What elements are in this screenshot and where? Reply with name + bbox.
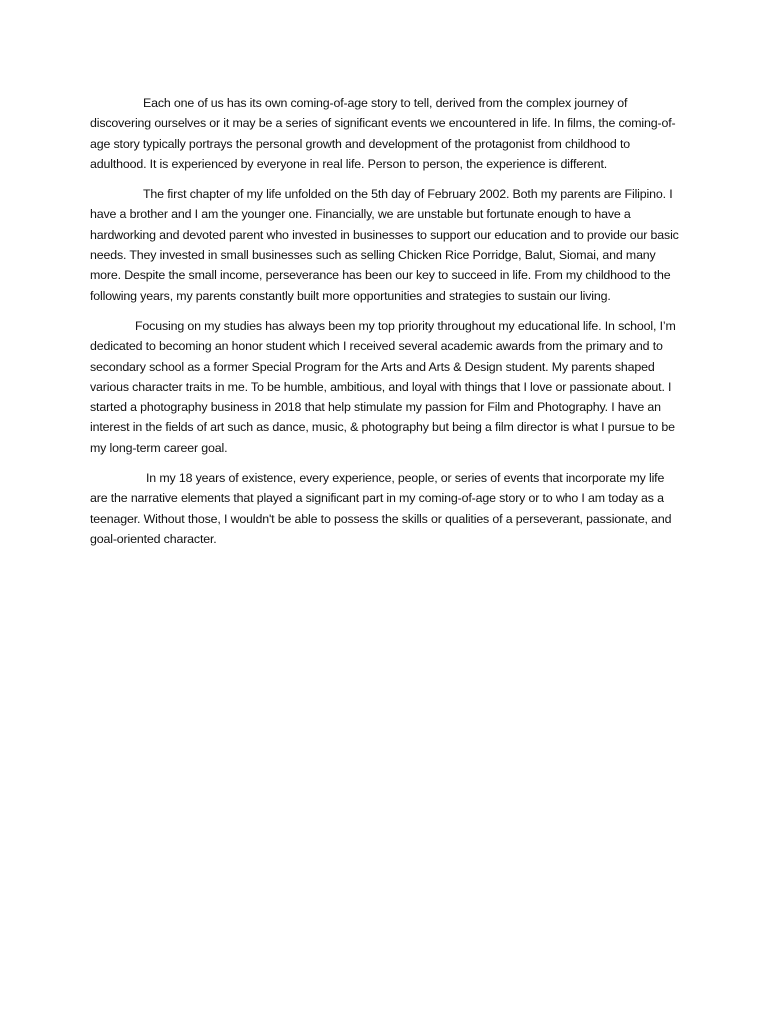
- paragraph-2: The first chapter of my life unfolded on the 5th day of February 2002. Both my parents are Filipino. I have a brother and I am the younger one. Financially, we are unstable but fortunate enough to have a hardworking and devoted parent who invested in businesses to support our education and to provide our basic needs. They invested in small businesses such as selling Chicken Rice Porridge, Balut, Siomai, and many more. Despite the small income, perseverance has been our key to succeed in life. From my childhood to the following years, my parents constantly built more opportunities and strategies to sustain our living.: [90, 187, 679, 303]
- paragraph-4: In my 18 years of existence, every experience, people, or series of events that incorporate my life are the narrative elements that played a significant part in my coming-of-age story or to who I am today as a teenager. Without those, I wouldn't be able to possess the skills or qualities of a perseverant, passionate, and goal-oriented character.: [90, 471, 672, 546]
- paragraph-3: Focusing on my studies has always been my top priority throughout my educational life. In school, I’m dedicated to becoming an honor student which I received several academic awards from the primary and to secondary school as a former Special Program for the Arts and Arts & Design student. My parents shaped various character traits in me. To be humble, ambitious, and loyal with things that I love or passionate about. I started a photography business in 2018 that help stimulate my passion for Film and Photography. I have an interest in the fields of art such as dance, music, & photography but being a film director is what I pursue to be my long-term career goal.: [90, 318, 676, 455]
- document-body: [90, 93, 682, 559]
- paragraph-1: Each one of us has its own coming-of-age story to tell, derived from the complex journey of discovering ourselves or it may be a series of significant events we encountered in life. In films, the coming-of-age story typically portrays the personal growth and development of the protagonist from childhood to adulthood. It is experienced by everyone in real life. Person to person, the experience is different.: [90, 96, 676, 171]
